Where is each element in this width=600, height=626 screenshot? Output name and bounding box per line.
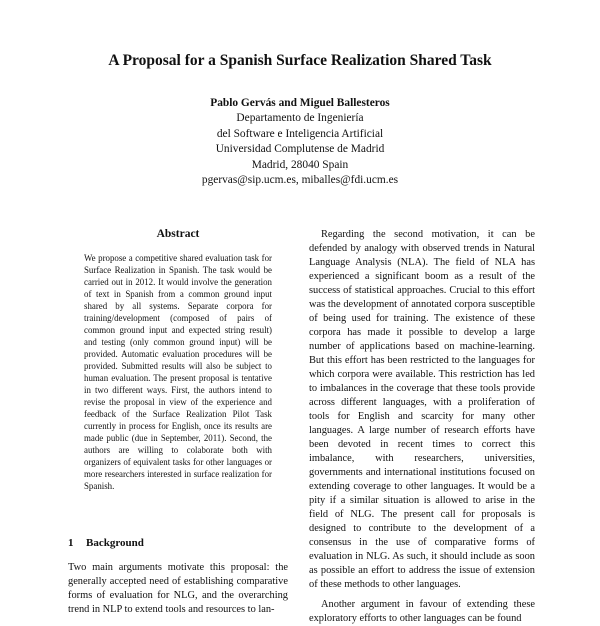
affiliation-line: Madrid, 28040 Spain bbox=[251, 158, 349, 171]
author-emails: pgervas@sip.ucm.es, miballes@fdi.ucm.es bbox=[201, 174, 399, 187]
section-title: Background bbox=[86, 537, 144, 549]
right-column bbox=[309, 228, 535, 626]
left-column bbox=[68, 228, 288, 615]
section-background bbox=[68, 536, 288, 617]
affiliation-line: Universidad Complutense de Madrid bbox=[215, 143, 385, 156]
affiliation-line: Departamento de Ingeniería bbox=[236, 112, 364, 125]
author-block bbox=[0, 96, 600, 188]
affiliation-line: del Software e Inteligencia Artificial bbox=[216, 127, 384, 140]
paper-title: A Proposal for a Spanish Surface Realization Shared Task bbox=[108, 52, 492, 69]
body-paragraph: Regarding the second motivation, it can be defended by analogy with observed trends in Natural Language Analysis (NLA). The field of NLA has experienced a significant boom as a result of the success of statistical approaches. Crucial to this effort was the development of annotated corpora susceptible of being used for training. The existence of these corpora has made it possible to develop a large number of applications based on machine-learning. But this effort has been restricted to the languages for which corpora were available. This restriction has led to imbalances in the coverage that these tools provide across different languages, with a proliferation of tools for English and scarcity for many other languages. A large number of research efforts have been devoted in recent times to correct this imbalance, with researchers, universities, governments and international institutions focused on extending coverage to other languages. It would be a pity if a similar situation is allowed to arise in the field of NLG. The present call for proposals is designed to contribute to the development of a consensus in the use of comparative forms of evaluation in NLG. As such, it should include as soon as possible an effort to address the issue of extension of these methods to other languages. bbox=[309, 229, 535, 590]
abstract-heading: Abstract bbox=[156, 228, 200, 240]
body-paragraph: Another argument in favour of extending these exploratory efforts to other languages can be found bbox=[309, 599, 535, 624]
section-text: Two main arguments motivate this proposal: the generally accepted need of establishing comparative forms of evaluation for NLG, and the overarching trend in NLP to extend tools and resources to lan- bbox=[68, 562, 288, 615]
author-names: Pablo Gervás and Miguel Ballesteros bbox=[210, 97, 390, 109]
section-heading bbox=[68, 536, 288, 550]
abstract-text: We propose a competitive shared evaluation task for Surface Realization in Spanish. The task would be carried out in 2012. It would involve the generation of text in Spanish from a common ground input shared by all systems. Separate corpora for training/development (composed of pairs of common ground input and expected string result) and testing (only common ground input) will be provided. Automatic evaluation procedures will be provided. Submitted results will also be subject to human evaluation. The present proposal is tentative in two different ways. First, the authors intend to revise the proposal in view of the experience and feedback of the Surface Realization Pilot Task currently in process for English, once its results are made public (due in September, 2011). Second, the authors are willing to colaborate both with organizers of equivalent tasks for other languages or more researchers interested in surface realization for Spanish. bbox=[84, 253, 272, 491]
section-number: 1 bbox=[68, 537, 74, 549]
